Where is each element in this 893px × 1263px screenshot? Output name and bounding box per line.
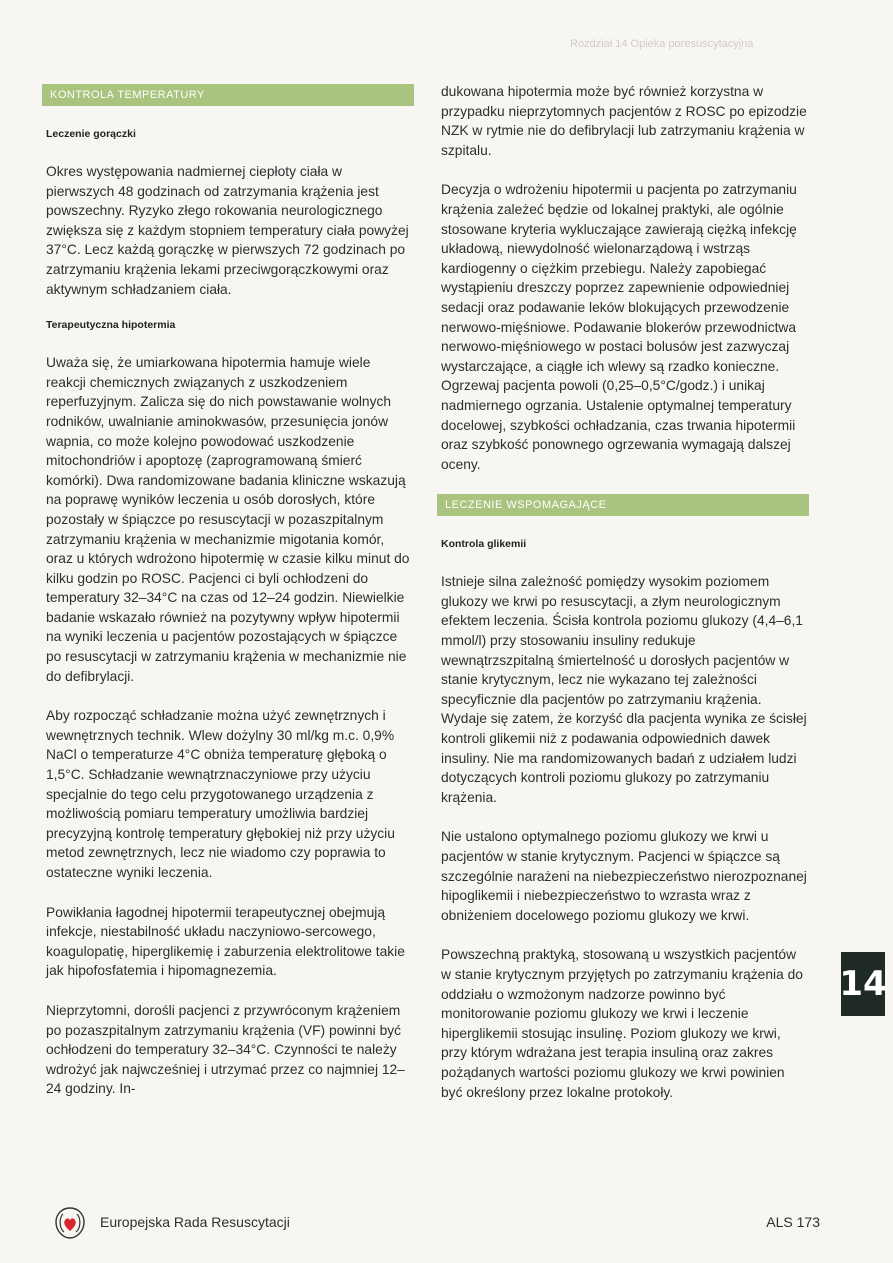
paragraph: Nie ustalono optymalnego poziomu glukozy we krwi u pacjentów w stanie krytycznym. Pacjenci w śpiączce są szczególnie narażeni na niebezpieczeństwo nierozpoznanej hipoglikemii i niebezpieczeństwo to wzrasta wraz z obniżeniem docelowego poziomu glukozy we krwi. [441, 829, 807, 923]
left-column [42, 84, 414, 1119]
footer-organization: Europejska Rada Resuscytacji [100, 1214, 290, 1230]
section-banner-temperature: KONTROLA TEMPERATURY [42, 84, 414, 106]
paragraph: Powszechną praktyką, stosowaną u wszystkich pacjentów w stanie krytycznym przyjętych po zatrzymaniu krążenia do oddziału o wzmożonym nadzorze powinno być monitorowanie poziomu glukozy we krwi i leczenie hiperglikemii stosując insulinę. Poziom glukozy we krwi, przy którym wdrażana jest terapia insuliną oraz zakres pożądanych wartości poziomu glukozy we krwi powinien być określony przez lokalne protokoły. [441, 947, 803, 1100]
paragraph: Powikłania łagodnej hipotermii terapeutycznej obejmują infekcje, niestabilność układu naczyniowo-sercowego, koagulopatię, hiperglikemię i zaburzenia elektrolitowe takie jak hipofosfatemia i hipomagnezemia. [46, 904, 405, 979]
subheading-hypothermia: Terapeutyczna hipotermia [46, 319, 176, 332]
paragraph: Istnieje silna zależność pomiędzy wysokim poziomem glukozy we krwi po resuscytacji, a złym neurologicznym efektem leczenia. Ścisła kontrola poziomu glukozy (4,4–6,1 mmol/l) przy stosowaniu insuliny redukuje wewnątrzszpitalną śmiertelność u dorosłych pacjentów w stanie krytycznym, lecz nie wykazano tej zależności specyficznie dla pacjentów po zatrzymaniu krążenia. Wydaje się zatem, że korzyść dla pacjenta wynika ze ścisłej kontroli glikemii niż z podawania odpowiednich dawek insuliny. Nie ma randomizowanych badań z udziałem ludzi dotyczących kontroli poziomu glukozy po zatrzymaniu krążenia. [441, 574, 807, 805]
erc-logo-icon [50, 1202, 90, 1242]
page-footer [50, 1200, 820, 1244]
paragraph: Okres występowania nadmiernej ciepłoty ciała w pierwszych 48 godzinach od zatrzymania krążenia jest powszechny. Ryzyko złego rokowania neurologicznego zwiększa się z każdym stopniem temperatury ciała powyżej 37°C. Lecz każdą gorączkę w pierwszych 72 godzinach po zatrzymaniu krążenia lekami przeciwgorączkowymi oraz aktywnym schładzaniem ciała. [46, 164, 409, 297]
page-header-ghost: Rozdział 14 Opieka poresuscytacyjna [570, 38, 754, 50]
subheading-glycemia: Kontrola glikemii [441, 538, 527, 551]
right-column [437, 82, 809, 1122]
paragraph: Aby rozpocząć schładzanie można użyć zewnętrznych i wewnętrznych technik. Wlew dożylny 30 ml/kg m.c. 0,9% NaCl o temperaturze 4°C obniża temperaturę głęboką o 1,5°C. Schładzanie wewnątrznaczyniowe przy użyciu specjalnie do tego celu przygotowanego urządzenia z możliwością pomiaru temperatury umożliwia bardziej precyzyjną kontrolę temperatury głębokiej niż przy użyciu metod zewnętrznych, lecz nie wiadomo czy poprawia to ostateczne wyniki leczenia. [46, 708, 395, 880]
subheading-fever: Leczenie gorączki [46, 128, 136, 140]
paragraph: Nieprzytomni, dorośli pacjenci z przywróconym krążeniem po pozaszpitalnym zatrzymaniu krążenia (VF) powinni być ochłodzeni do temperatury 32–34°C. Czynności te należy wdrożyć jak najwcześniej i utrzymać przez co najmniej 12–24 godziny. In- [46, 1002, 405, 1097]
page-number: ALS 173 [766, 1214, 820, 1230]
paragraph: Decyzja o wdrożeniu hipotermii u pacjenta po zatrzymaniu krążenia zależeć będzie od lokalnej praktyki, ale ogólnie stosowane kryteria wykluczające zawierają ciężką infekcję układową, niewydolność wielonarządową i wstrząs kardiogenny o ciężkim przebiegu. Należy zapobiegać wystąpieniu dreszczy poprzez zapewnienie odpowiedniej sedacji oraz podawanie leków blokujących przewodzenie nerwowo-mięśniowe. Podawanie blokerów przewodnictwa nerwowo-mięśniowego w postaci bolusów jest zazwyczaj wystarczające, a ciągłe ich wlewy są rzadko konieczne. Ogrzewaj pacjenta powoli (0,25–0,5°C/godz.) i unikaj nadmiernego ogrzania. Ustalenie optymalnej temperatury docelowej, szybkości ochładzania, czas trwania hipotermii oraz szybkość ponownego ogrzewania wymagają dalszej oceny. [441, 182, 797, 472]
section-banner-support: LECZENIE WSPOMAGAJĄCE [437, 494, 809, 516]
chapter-tab: 14 [841, 952, 885, 1016]
paragraph: dukowana hipotermia może być również korzystna w przypadku nieprzytomnych pacjentów z ROSC po epizodzie NZK w rytmie nie do defibrylacji lub zatrzymaniu krążenia w szpitalu. [441, 84, 807, 158]
paragraph: Uważa się, że umiarkowana hipotermia hamuje wiele reakcji chemicznych związanych z uszkodzeniem reperfuzyjnym. Zalicza się do nich powstawanie wolnych rodników, uwalnianie aminokwasów, przesunięcia jonów wapnia, co może kolejno powodować uszkodzenie mitochondriów i apoptozę (zaprogramowaną śmierć komórki). Dwa randomizowane badania kliniczne wskazują na poprawę wyników leczenia u osób dorosłych, które pozostały w śpiączce po resuscytacji w pozaszpitalnym zatrzymaniu krążenia w mechanizmie migotania komór, oraz u których wdrożono hipotermię w czasie kilku minut do kilku godzin po ROSC. Pacjenci ci byli ochłodzeni do temperatury 32–34°C na czas od 12–24 godzin. Niewielkie badanie wskazało również na pozytywny wpływ hipotermii na wyniki leczenia u pacjentów pozostających w śpiączce po resuscytacji w zatrzymaniu krążenia w mechanizmie nie do defibrylacji. [46, 355, 410, 684]
